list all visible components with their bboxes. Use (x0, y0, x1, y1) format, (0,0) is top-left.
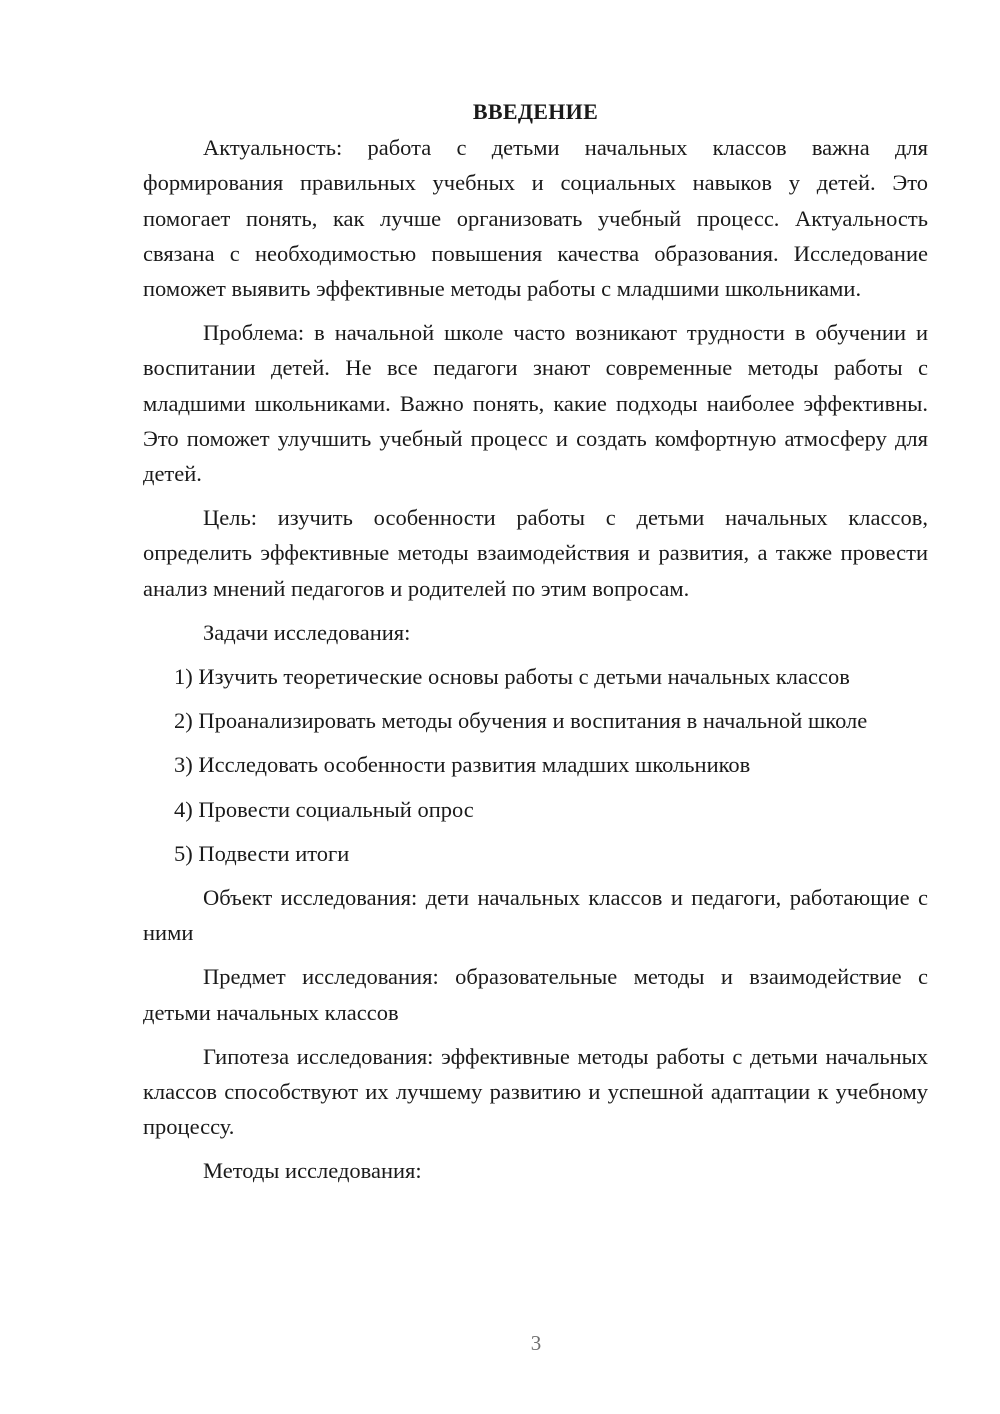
list-item: 5) Подвести итоги (174, 840, 350, 866)
list-item: 4) Провести социальный опрос (174, 796, 474, 822)
object-paragraph: Объект исследования: дети начальных классов и педагоги, работающие с ними (143, 885, 928, 946)
tasks-title: Задачи исследования: (203, 619, 411, 645)
hypothesis-paragraph: Гипотеза исследования: эффективные методы работы с детьми начальных классов способствуют их лучшему развитию и успешной адаптации к учебному процессу. (143, 1043, 928, 1140)
list-item: 2) Проанализировать методы обучения и воспитания в начальной школе (174, 708, 868, 734)
page-number: 3 (530, 1331, 542, 1355)
list-item: 3) Исследовать особенности развития младших школьников (174, 752, 751, 778)
problem-paragraph: Проблема: в начальной школе часто возникают трудности в обучении и воспитании детей. Не все педагоги знают современные методы работы с младшими школьниками. Важно понять, какие подходы наиболее эффективны. Это поможет улучшить учебный процесс и создать комфортную атмосферу для детей. (143, 320, 928, 487)
page-title: ВВЕДЕНИЕ (472, 99, 599, 124)
relevance-paragraph: Актуальность: работа с детьми начальных классов важна для формирования правильных учебных и социальных навыков у детей. Это помогает понять, как лучше организовать учебный процесс. Актуальность связана с необходимостью повышения качества образования. Исследование поможет выявить эффективные методы работы с младшими школьниками. (143, 135, 928, 302)
document-body (143, 94, 928, 1198)
goal-paragraph: Цель: изучить особенности работы с детьми начальных классов, определить эффективные методы взаимодействия и развития, а также провести анализ мнений педагогов и родителей по этим вопросам. (143, 505, 928, 601)
list-item: 1) Изучить теоретические основы работы с детьми начальных классов (174, 664, 850, 690)
subject-paragraph: Предмет исследования: образовательные методы и взаимодействие с детьми начальных классов (143, 964, 928, 1025)
methods-title: Методы исследования: (203, 1158, 422, 1184)
